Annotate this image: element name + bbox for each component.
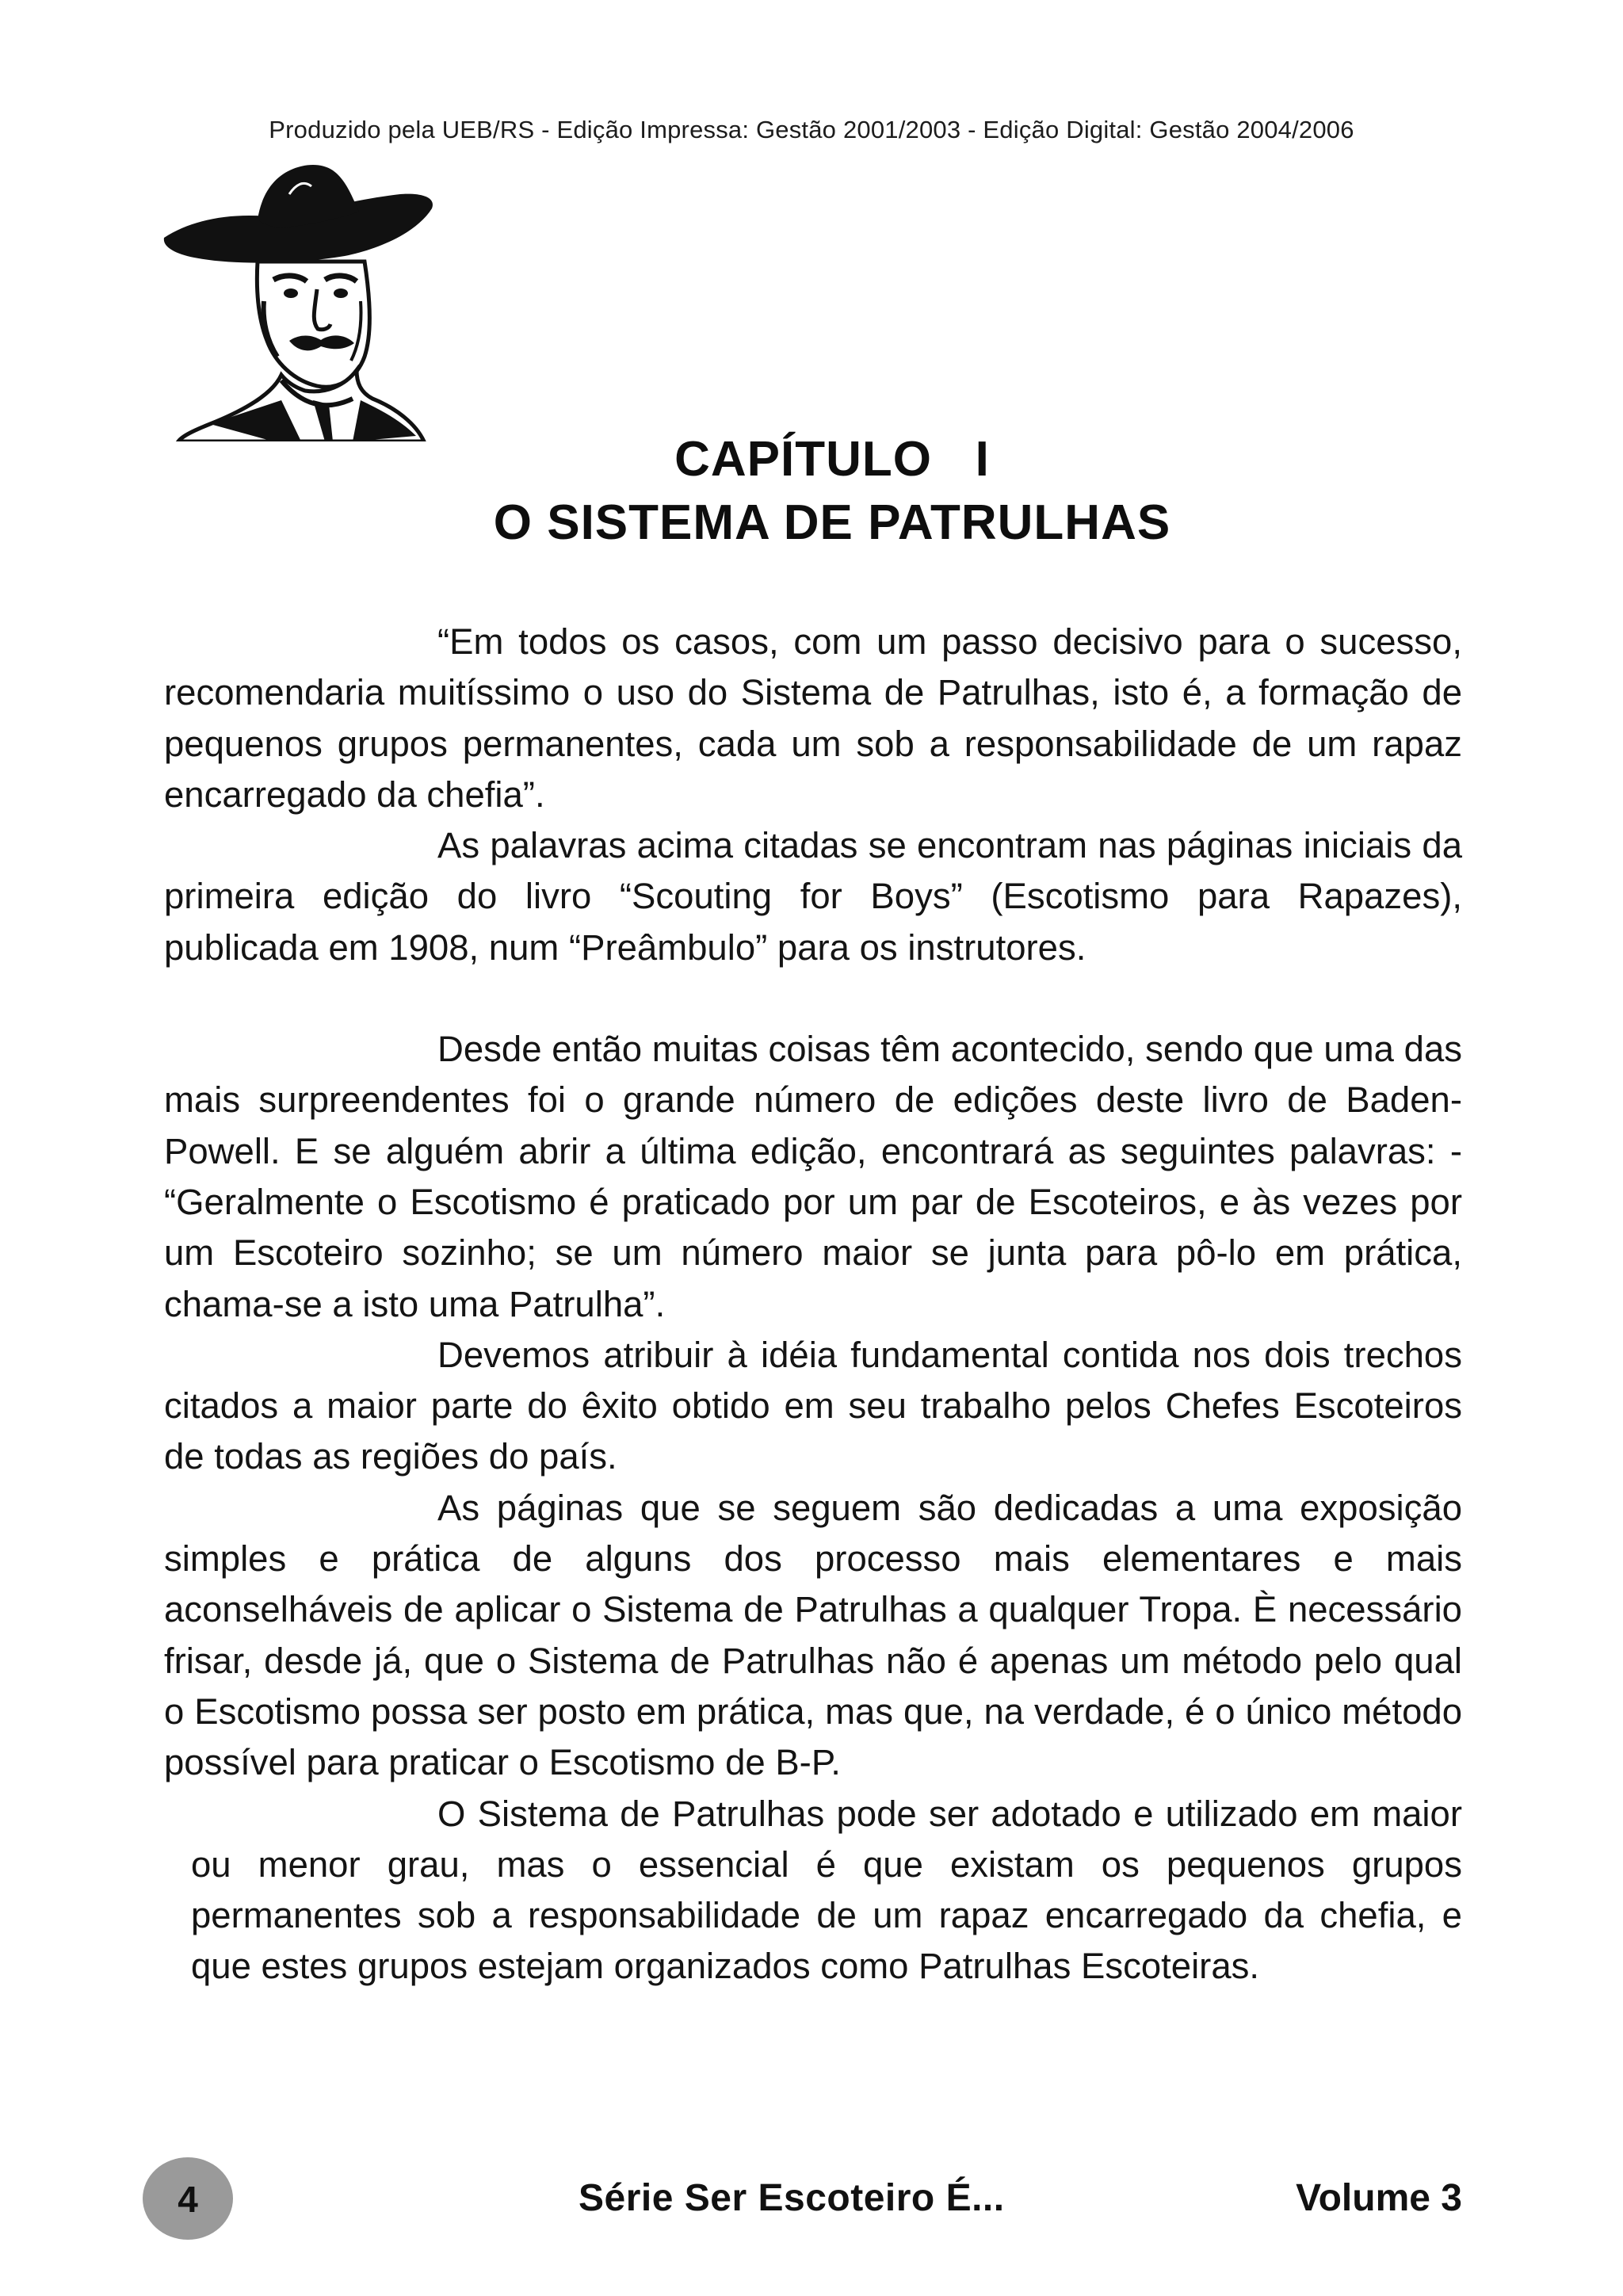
series-title: Série Ser Escoteiro É...	[579, 2177, 1005, 2219]
chapter-body	[164, 617, 1462, 1992]
paragraph-quote: “Em todos os casos, com um passo decisivo para o sucesso, recomendaria muitíssimo o uso do Sistema de Patrulhas, isto é, a formação de pequenos grupos permanentes, cada um sob a responsabilidade de um rapaz encarregado da chefia”.	[164, 621, 1462, 815]
chapter-title: O SISTEMA DE PATRULHAS	[493, 495, 1171, 550]
chapter-label: CAPÍTULO I	[674, 432, 990, 487]
paragraph: As páginas que se seguem são dedicadas a uma exposição simples e prática de alguns dos processo mais elementares e mais aconselháveis de aplicar o Sistema de Patrulhas a qualquer Tropa. È necessário frisar, desde já, que o Sistema de Patrulhas não é apenas um método pelo qual o Escotismo possa ser posto em prática, mas que, na verdade, é o único método possível para praticar o Escotismo de B-P.	[164, 1487, 1462, 1783]
page-number: 4	[178, 2179, 198, 2220]
production-note: Produzido pela UEB/RS - Edição Impressa: Gestão 2001/2003 - Edição Digital: Gestão 2004/2006	[269, 116, 1354, 143]
chapter-heading	[0, 428, 1623, 555]
paragraph: Devemos atribuir à idéia fundamental contida nos dois trechos citados a maior parte do êxito obtido em seu trabalho pelos Chefes Escoteiros de todas as regiões do país.	[164, 1334, 1462, 1477]
volume-label: Volume 3	[1296, 2177, 1462, 2219]
paragraph: O Sistema de Patrulhas pode ser adotado e utilizado em maior ou menor grau, mas o essencial é que existam os pequenos grupos permanentes sob a responsabilidade de um rapaz encarregado da chefia, e que estes grupos estejam organizados como Patrulhas Escoteiras.	[191, 1793, 1462, 1987]
paragraph: Desde então muitas coisas têm acontecido, sendo que uma das mais surpreendentes foi o grande número de edições deste livro de Baden-Powell. E se alguém abrir a última edição, encontrará as seguintes palavras: - “Geralmente o Escotismo é praticado por um par de Escoteiros, e às vezes por um Escoteiro sozinho; se um número maior se junta para pô-lo em prática, chama-se a isto uma Patrulha”.	[164, 1029, 1462, 1324]
paragraph: As palavras acima citadas se encontram nas páginas iniciais da primeira edição do livro “Scouting for Boys” (Escotismo para Rapazes), publicada em 1908, num “Preâmbulo” para os instrutores.	[164, 825, 1462, 968]
scout-founder-portrait-icon	[162, 162, 436, 441]
page-number-badge	[143, 2157, 233, 2240]
page-footer	[0, 2157, 1623, 2244]
